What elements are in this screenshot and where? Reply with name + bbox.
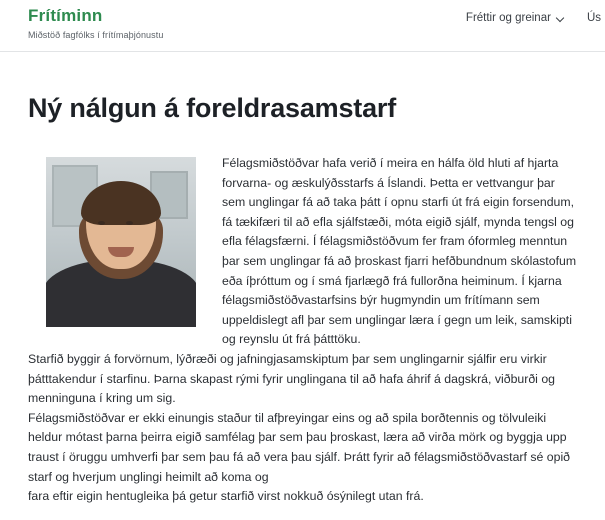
nav-item-frettir-og-greinar[interactable]: [466, 12, 565, 24]
article-paragraph-3: Félagsmiðstöðvar er ekki einungis staður til afþreyingar eins og að spila borðtennis og tölvuleiki heldur mótast þarna þeirra eigið samfélag þar sem þau þroskast, læra að virða mörk og byggja upp traust í öruggu umhverfi þar sem þau fá að vera þau sjálf. Þrátt fyrir að félagsmiðstöðvastarf sé opið starf og hverjum unglingi heimilt að koma og: [28, 410, 571, 484]
portrait-eye-right: [126, 221, 133, 225]
chevron-down-icon[interactable]: [557, 14, 565, 22]
nav-item-label: Ús: [586, 12, 601, 24]
brand-title: Frítíminn: [28, 6, 103, 25]
article-paragraph-1: Félagsmiðstöðvar hafa verið í meira en hálfa öld hluti af hjarta forvarna- og æskulýðsstarfs á Íslandi. Þetta er vettvangur þar sem unglingar fá að taka þátt í opnu starfi út frá eigin forsendum, fá tækifæri til að efla sjálfstæði, móta eigið sjálf, mynda tengsl og efla félagsfærni. Í félagsmiðstöðvum fer fram óformleg menntun þar sem unglingar fá að þroskast fjarri hefðbundnum skólastofum eða íþróttum og í smá fjarlægð frá fullorðna heiminum. Í kjarna félagsmiðstöðvastarfsins býr hugmyndin um frítímann sem uppeldislegt afl þar sem unglingar læra í gegn um leik, samskipti og reynslu út frá þátttöku.: [222, 156, 577, 347]
portrait-eye-left: [98, 221, 105, 225]
article-paragraph-4: fara eftir eigin hentugleika þá getur starfið virst nokkuð ósýnilegt utan frá.: [28, 489, 424, 504]
main-nav: [466, 12, 605, 24]
page-title: Ný nálgun á foreldrasamstarf: [28, 93, 397, 123]
article-image: [46, 157, 206, 327]
brand[interactable]: [0, 6, 163, 41]
brand-subtitle: Miðstöð fagfólks í frítímaþjónustu: [28, 30, 164, 40]
site-header: [0, 0, 605, 52]
nav-item-label: Fréttir og greinar: [465, 12, 551, 24]
portrait-photo: [46, 157, 196, 327]
article-paragraph-2: Starfið byggir á forvörnum, lýðræði og jafningjasamskiptum þar sem unglingarnir sjálfir eru virkir þátttakendur í starfinu. Þarna skapast rými fyrir unglingana til að hafa áhrif á dagskrá, viðburði og menninguna í kring um sig.: [28, 351, 556, 406]
nav-item-us[interactable]: [587, 12, 601, 24]
article: [0, 92, 605, 507]
article-body: [28, 154, 577, 507]
